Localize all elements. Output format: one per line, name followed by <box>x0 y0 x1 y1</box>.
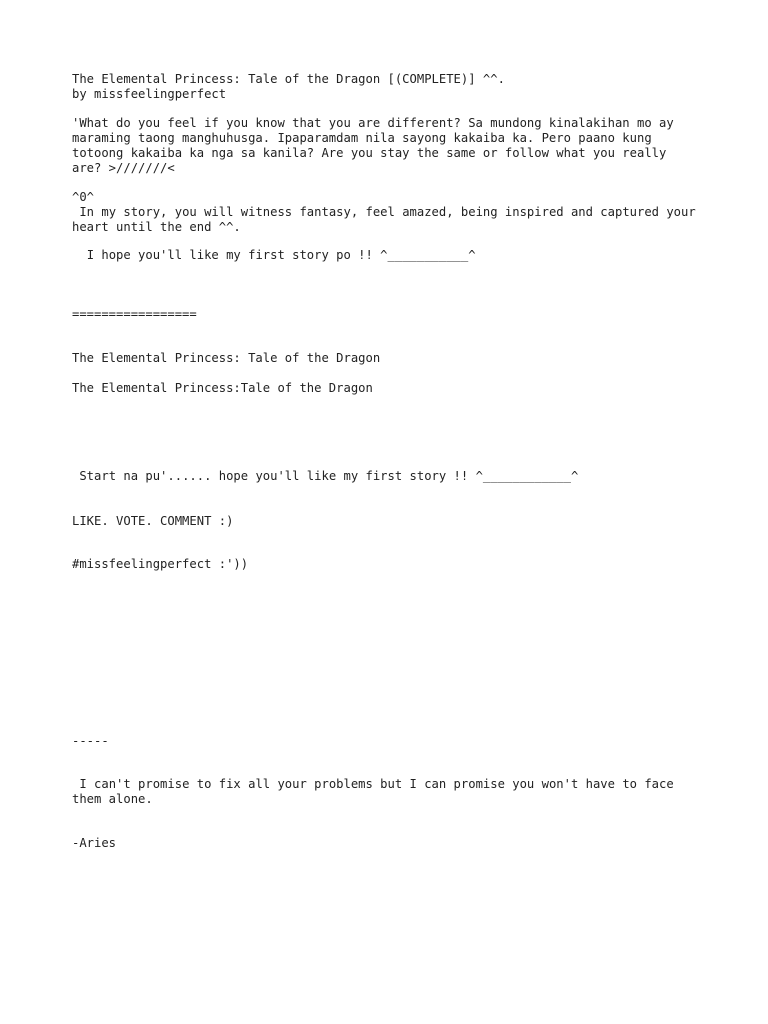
emoticon-line: ^0^ <box>72 190 95 204</box>
start-line: Start na pu'...... hope you'll like my first story !! ^____________^ <box>72 469 579 483</box>
equals-separator: ================= <box>72 307 197 321</box>
title-repeat-one: The Elemental Princess: Tale of the Dragon <box>72 351 381 365</box>
closing-quote: I can't promise to fix all your problems but I can promise you won't have to face them alone. <box>72 777 682 806</box>
dash-separator: ----- <box>72 734 109 748</box>
story-blurb: 'What do you feel if you know that you are different? Sa mundong kinalakihan mo ay maraming taong manghuhusga. Ipaparamdam nila sayong kakaiba ka. Pero paano kung totoong kakaiba ka nga sa kanila? Are you stay the same or follow what you really are? >///////< <box>72 116 682 175</box>
story-intro: In my story, you will witness fantasy, feel amazed, being inspired and captured your heart until the end ^^. <box>72 205 704 234</box>
story-title: The Elemental Princess: Tale of the Dragon [(COMPLETE)] ^^. <box>72 72 505 86</box>
title-repeat-two: The Elemental Princess:Tale of the Dragon <box>72 381 373 395</box>
hope-line: I hope you'll like my first story po !! ^___________^ <box>72 248 476 262</box>
author-byline: by missfeelingperfect <box>72 87 227 101</box>
author-hashtag: #missfeelingperfect :')) <box>72 557 249 571</box>
signature: -Aries <box>72 836 117 850</box>
call-to-action: LIKE. VOTE. COMMENT :) <box>72 514 234 528</box>
